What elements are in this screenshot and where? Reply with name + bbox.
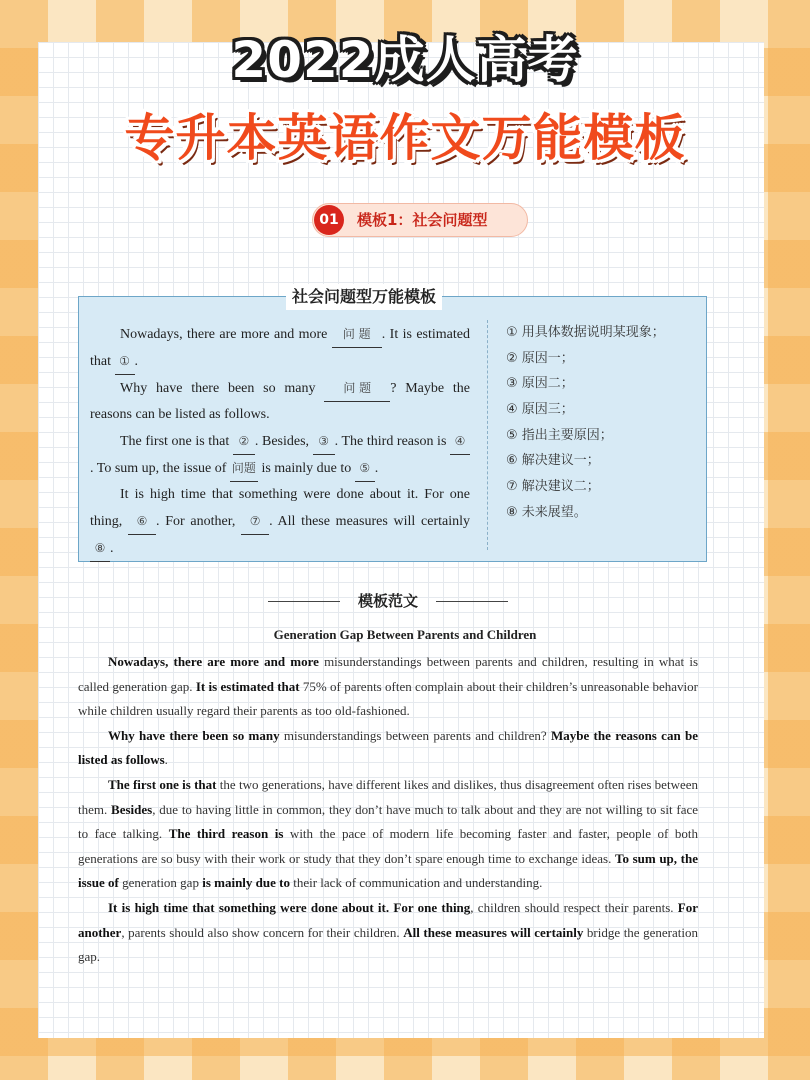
essay-paragraph <box>78 773 698 896</box>
essay-text: misunderstandings between parents and children, resulting in what is called generation gap. <box>78 654 699 694</box>
essay-paragraph <box>78 650 698 724</box>
essay-text: with the pace of modern life becoming faster and faster, people of both generations are so busy with their work or study that they don’t spare enough time to exchange ideas. <box>78 826 699 866</box>
key-phrase: Maybe the reasons can be listed as follows <box>78 727 698 768</box>
sample-section-header <box>268 590 508 612</box>
essay-text: . <box>164 752 168 768</box>
template-text-fragment: Why have there been so many <box>120 381 316 396</box>
key-phrase: It is estimated that <box>195 678 300 694</box>
blank-topic: 问 题 <box>332 321 382 348</box>
template-text-fragment: . The third reason is <box>334 434 447 449</box>
template-text-fragment: is mainly due to <box>261 461 352 476</box>
blank-5: ⑤ <box>355 455 375 482</box>
key-phrase: The third reason is <box>168 826 284 842</box>
blank-7: ⑦ <box>241 508 269 535</box>
divider-dashed <box>487 320 488 550</box>
template-text-fragment: The first one is that <box>120 434 230 449</box>
key-phrase: It is high time that something were done about it. For one thing <box>108 899 471 915</box>
note-item: ⑥ 解决建议一； <box>506 453 600 469</box>
essay-text: 75% of parents often complain about their children’s unreasonable behavior while children usually regard their parents as too old-fashioned. <box>78 678 698 719</box>
note-item: ① 用具体数据说明某现象； <box>506 325 665 340</box>
essay-paragraph <box>78 724 698 773</box>
blank-topic: 问 题 <box>324 375 390 402</box>
main-title: 2022成人高考 <box>231 31 579 89</box>
key-phrase: All these measures will certainly <box>403 924 584 940</box>
essay-text: , parents should also show concern for their children. <box>121 924 404 940</box>
note-item: ⑤ 指出主要原因； <box>506 427 613 443</box>
key-phrase: For another <box>78 899 699 940</box>
note-item: ⑦ 解决建议二； <box>506 479 600 495</box>
subtitle: 专升本英语作文万能模板 <box>124 109 686 167</box>
note-item: ⑧ 未来展望。 <box>506 504 587 520</box>
key-phrase: Why have there been so many <box>108 727 280 743</box>
template-box-title: 社会问题型万能模板 <box>286 284 442 310</box>
divider <box>436 601 508 602</box>
note-item: ② 原因一； <box>506 350 574 366</box>
template-paragraph <box>90 375 470 428</box>
essay-text: the two generations, have different likes and dislikes, thus disagreement often rises between them. <box>78 776 698 817</box>
essay-text: their lack of communication and understanding. <box>289 875 543 891</box>
sample-section-title: 模板范文 <box>357 592 418 610</box>
template-paragraph <box>90 482 470 562</box>
template-text-fragment: . To sum up, the issue of <box>90 461 227 476</box>
essay-text: , due to having little in common, they don’t have much to talk about and they are not willing to sit face to face talking. <box>78 801 699 842</box>
key-phrase: Besides <box>111 801 153 817</box>
note-item: ③ 原因二； <box>506 376 574 392</box>
template-notes <box>506 320 665 526</box>
template-text-fragment: . For another, <box>156 514 236 529</box>
key-phrase: Nowadays, there are more and more <box>108 654 319 669</box>
blank-topic: 问题 <box>230 455 258 482</box>
template-text-fragment: . <box>110 541 114 556</box>
blank-4: ④ <box>450 428 470 455</box>
template-paragraph <box>90 428 470 482</box>
blank-8: ⑧ <box>90 535 110 562</box>
key-phrase: is mainly due to <box>202 875 290 891</box>
key-phrase: The first one is that <box>108 776 217 792</box>
template-badge <box>312 203 528 237</box>
badge-label: 模板1：社会问题型 <box>357 211 488 229</box>
key-phrase: To sum up, the issue of <box>78 850 698 891</box>
essay-text: , children should respect their parents. <box>470 899 678 915</box>
template-text-fragment: . It is estimated that <box>90 327 470 369</box>
essay-text: bridge the generation gap. <box>78 924 699 965</box>
essay-paragraph <box>78 896 698 970</box>
template-text-fragment: . All these measures will certainly <box>269 514 470 529</box>
template-text-fragment: . <box>134 354 138 369</box>
blank-3: ③ <box>313 428 335 455</box>
template-paragraph <box>90 321 470 375</box>
note-item: ④ 原因三； <box>506 402 574 418</box>
template-text-fragment: Nowadays, there are more and more <box>120 327 328 342</box>
template-text-fragment: . Besides, <box>254 434 310 449</box>
essay-body <box>78 650 698 970</box>
essay-text: misunderstandings between parents and children? <box>279 727 551 743</box>
blank-2: ② <box>233 428 255 455</box>
blank-1: ① <box>115 348 135 375</box>
badge-number: 01 <box>314 205 344 235</box>
template-text-fragment: . <box>374 461 379 476</box>
blank-6: ⑥ <box>128 508 156 535</box>
template-text-fragment: It is high time that something were done about it. For one thing, <box>90 487 470 529</box>
essay-text: generation gap <box>118 875 203 891</box>
essay-title: Generation Gap Between Parents and Children <box>273 627 537 642</box>
template-text <box>90 321 470 562</box>
template-text-fragment: ? Maybe the reasons can be listed as follows. <box>90 381 470 422</box>
